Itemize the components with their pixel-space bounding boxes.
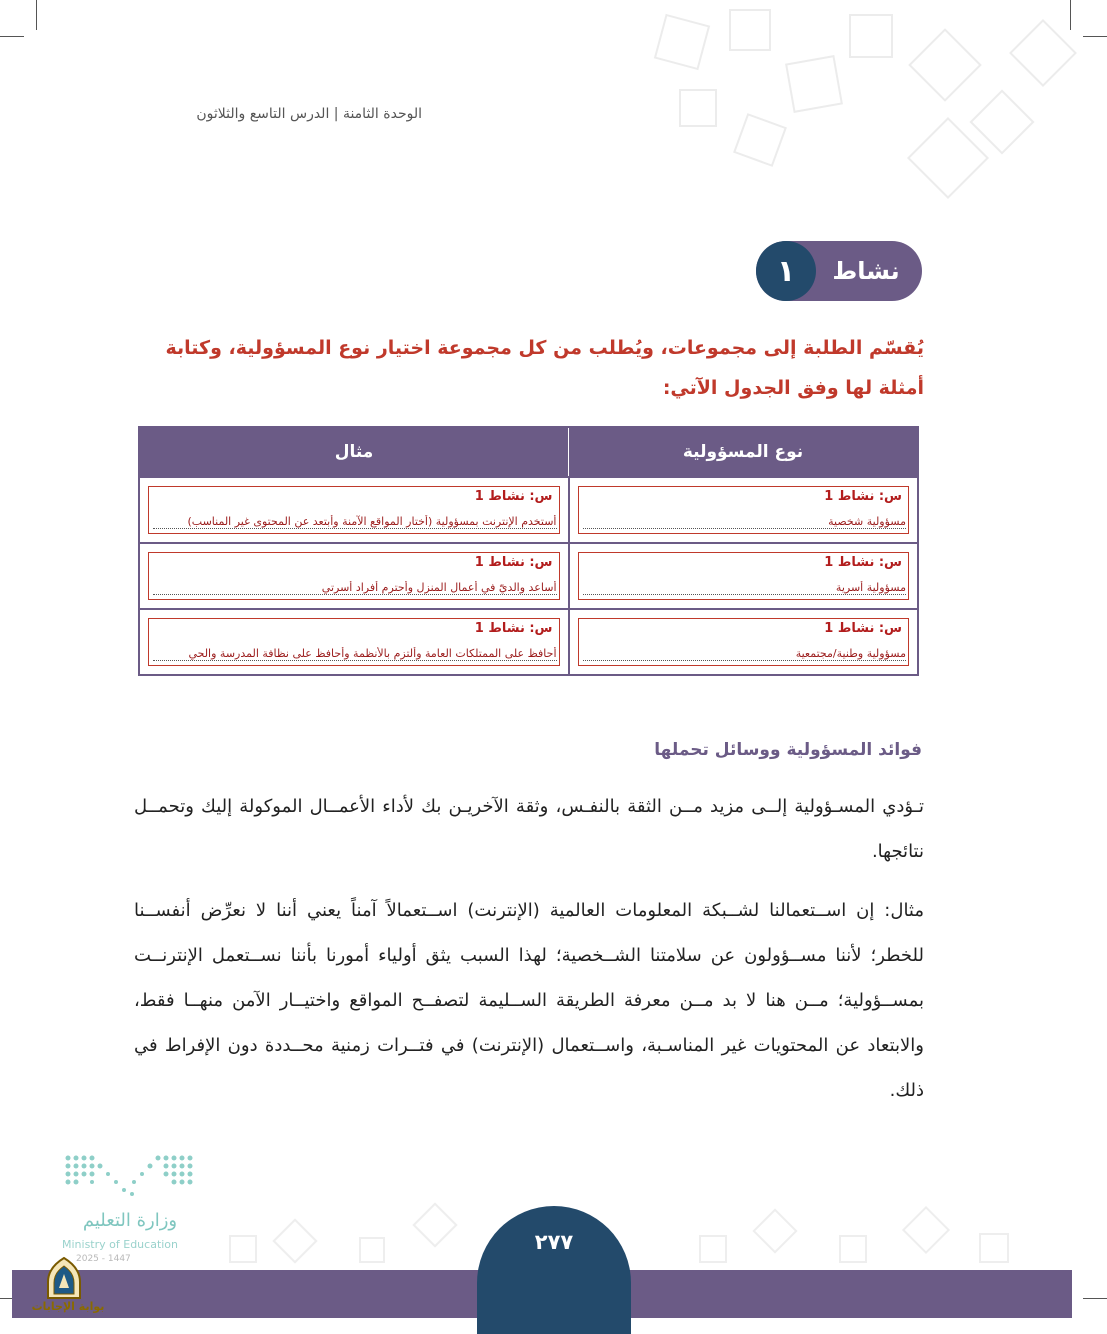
table-row bbox=[139, 477, 918, 543]
answer-box bbox=[578, 618, 910, 666]
unit-breadcrumb: الوحدة الثامنة | الدرس التاسع والثلاثون bbox=[196, 106, 422, 122]
portal-name: بوابة الإجابات bbox=[31, 1300, 105, 1313]
activity-badge bbox=[756, 241, 922, 301]
portal-logo-icon bbox=[42, 1256, 86, 1300]
example-cell bbox=[139, 477, 569, 543]
activity-instruction: يُقسّم الطلبة إلى مجموعات، ويُطلب من كل مجموعة اختيار نوع المسؤولية، وكتابة أمثلة لها وفق الجدول الآتي: bbox=[165, 337, 924, 399]
answer-text: أستخدم الإنترنت بمسؤولية (أختار المواقع الآمنة وأبتعد عن المحتوى غير المناسب) bbox=[153, 515, 557, 529]
ministry-name-en: Ministry of Education bbox=[62, 1238, 179, 1251]
ministry-year: 2025 - 1447 bbox=[76, 1254, 131, 1264]
example-cell bbox=[139, 609, 569, 675]
type-cell bbox=[569, 609, 919, 675]
table-row bbox=[139, 543, 918, 609]
responsibility-table bbox=[138, 426, 919, 676]
footer-pattern bbox=[220, 1196, 1040, 1270]
crop-mark bbox=[1083, 1298, 1107, 1299]
answer-text: مسؤولية أسرية bbox=[583, 581, 907, 595]
crop-mark bbox=[0, 36, 24, 37]
header-example: مثال bbox=[139, 427, 569, 477]
type-cell bbox=[569, 477, 919, 543]
question-label: س: نشاط 1 bbox=[474, 555, 553, 570]
paragraph-example: مثال: إن اســتعمالنا لشــبكة المعلومات العالمية (الإنترنت) اســتعمالاً آمناً يعني أننا لا نعرِّض أنفســنا للخطر؛ لأننا مســؤولون عن سلامتنا الشــخصية؛ لهذا السبب يثق أولياء أمورنا بأننا نســتعمل الإنترنــت بمســؤولية؛ مــن هنا لا بد مــن معرفة الطريقة الســليمة لتصفــح المواقع واختيــار الآمن منهــا فقط، والابتعاد عن المحتويات غير المناسـبة، واســتعمال (الإنترنت) في فتــرات زمنية محــددة دون الإفراط في ذلك. bbox=[134, 900, 924, 1101]
table-row bbox=[139, 609, 918, 675]
answer-box bbox=[148, 618, 560, 666]
question-label: س: نشاط 1 bbox=[824, 489, 902, 504]
header-type: نوع المسؤولية bbox=[569, 427, 919, 477]
background-pattern bbox=[620, 0, 1107, 220]
activity-number: ١ bbox=[756, 241, 816, 301]
crop-mark bbox=[36, 0, 37, 30]
paragraph-benefits: تـؤدي المسـؤولية إلــى مزيد مــن الثقة بالنفـس، وثقة الآخريـن بك لأداء الأعمــال الموكولة إليك وتحمــل نتائجها. bbox=[134, 796, 924, 862]
answer-box bbox=[578, 486, 910, 534]
answer-text: أساعد والديّ في أعمال المنزل وأحترم أفراد أسرتي bbox=[153, 581, 557, 595]
activity-label: نشاط bbox=[832, 257, 900, 285]
answer-text: مسؤولية شخصية bbox=[583, 515, 907, 529]
question-label: س: نشاط 1 bbox=[824, 621, 902, 636]
ministry-name-ar: وزارة التعليم bbox=[82, 1210, 178, 1231]
page-number: ٢٧٧ bbox=[477, 1206, 631, 1334]
ministry-logo-icon bbox=[62, 1152, 202, 1198]
answer-box bbox=[148, 552, 560, 600]
answer-box bbox=[578, 552, 910, 600]
answer-text: مسؤولية وطنية/مجتمعية bbox=[583, 647, 907, 661]
answer-text: أحافظ على الممتلكات العامة وألتزم بالأنظمة وأحافظ على نظافة المدرسة والحي bbox=[153, 647, 557, 661]
section-title: فوائد المسؤولية ووسائل تحملها bbox=[654, 740, 922, 760]
question-label: س: نشاط 1 bbox=[824, 555, 902, 570]
question-label: س: نشاط 1 bbox=[474, 621, 553, 636]
example-cell bbox=[139, 543, 569, 609]
answer-box bbox=[148, 486, 560, 534]
question-label: س: نشاط 1 bbox=[474, 489, 553, 504]
type-cell bbox=[569, 543, 919, 609]
table-header-row bbox=[139, 427, 918, 477]
